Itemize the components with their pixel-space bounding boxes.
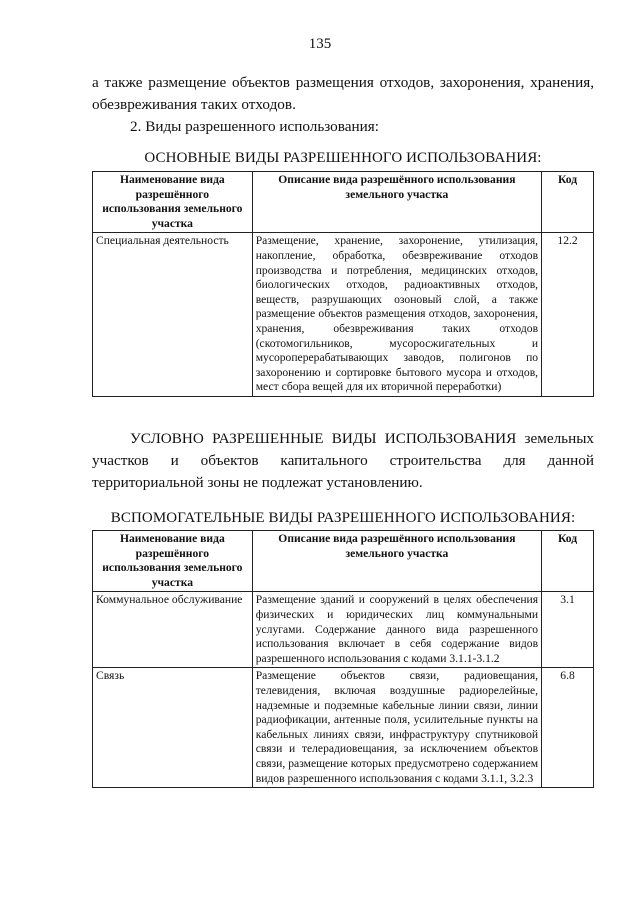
use-name: Коммунальное обслуживание	[93, 592, 253, 668]
header-code: Код	[542, 531, 594, 592]
intro-continuation: а также размещение объектов размещения отходов, захоронения, хранения, обезвреживания таких отходов.	[92, 74, 594, 113]
table-row	[93, 592, 594, 668]
main-uses-table	[92, 171, 594, 397]
header-name: Наименование вида разрешённого использования земельного участка	[93, 531, 253, 592]
use-name: Связь	[93, 668, 253, 788]
header-description: Описание вида разрешённого использования земельного участка	[252, 531, 541, 592]
header-name: Наименование вида разрешённого использования земельного участка	[93, 172, 253, 233]
intro-item-2: 2. Виды разрешенного использования:	[130, 118, 379, 135]
header-description: Описание вида разрешённого использования земельного участка	[252, 172, 541, 233]
use-description: Размещение зданий и сооружений в целях обеспечения физических и юридических лиц коммунальными услугами. Содержание данного вида разрешенного использования включает в себя содержание видов разрешенного использования с кодами 3.1.1-3.1.2	[252, 592, 541, 668]
use-description: Размещение объектов связи, радиовещания, телевидения, включая воздушные радиорелейные, надземные и подземные кабельные линии связи, линии радиофикации, антенные поля, усилительные пункты на кабельных линиях связи, инфраструктуру спутниковой связи и телерадиовещания, за исключением объектов связи, размещение которых предусмотрено содержанием видов разрешенного использования с кодами 3.1.1, 3.2.3	[252, 668, 541, 788]
use-description: Размещение, хранение, захоронение, утилизация, накопление, обработка, обезвреживание отходов производства и потребления, медицинских отходов, биологических отходов, радиоактивных отходов, веществ, разрушающих озоновый слой, а также размещение объектов размещения отходов, захоронения, хранения, обезвреживания таких отходов (скотомогильников, мусоросжигательных и мусороперерабатывающих заводов, полигонов по захоронению и сортировке бытового мусора и отходов, мест сбора вещей для их вторичной переработки)	[252, 233, 541, 397]
header-code: Код	[542, 172, 594, 233]
use-code: 3.1	[542, 592, 594, 668]
auxiliary-uses-table	[92, 530, 594, 788]
main-section-heading: ОСНОВНЫЕ ВИДЫ РАЗРЕШЕННОГО ИСПОЛЬЗОВАНИЯ:	[144, 150, 542, 166]
table-header-row	[93, 531, 594, 592]
conditional-uses-paragraph: УСЛОВНО РАЗРЕШЕННЫЕ ВИДЫ ИСПОЛЬЗОВАНИЯ земельных участков и объектов капитального строительства для данной территориальной зоны не подлежат установлению.	[92, 430, 594, 491]
table-row	[93, 233, 594, 397]
table-header-row	[93, 172, 594, 233]
use-code: 6.8	[542, 668, 594, 788]
table-row	[93, 668, 594, 788]
use-code: 12.2	[542, 233, 594, 397]
use-name: Специальная деятельность	[93, 233, 253, 397]
page-number: 135	[308, 36, 332, 52]
auxiliary-section-heading: ВСПОМОГАТЕЛЬНЫЕ ВИДЫ РАЗРЕШЕННОГО ИСПОЛЬЗОВАНИЯ:	[110, 510, 576, 526]
